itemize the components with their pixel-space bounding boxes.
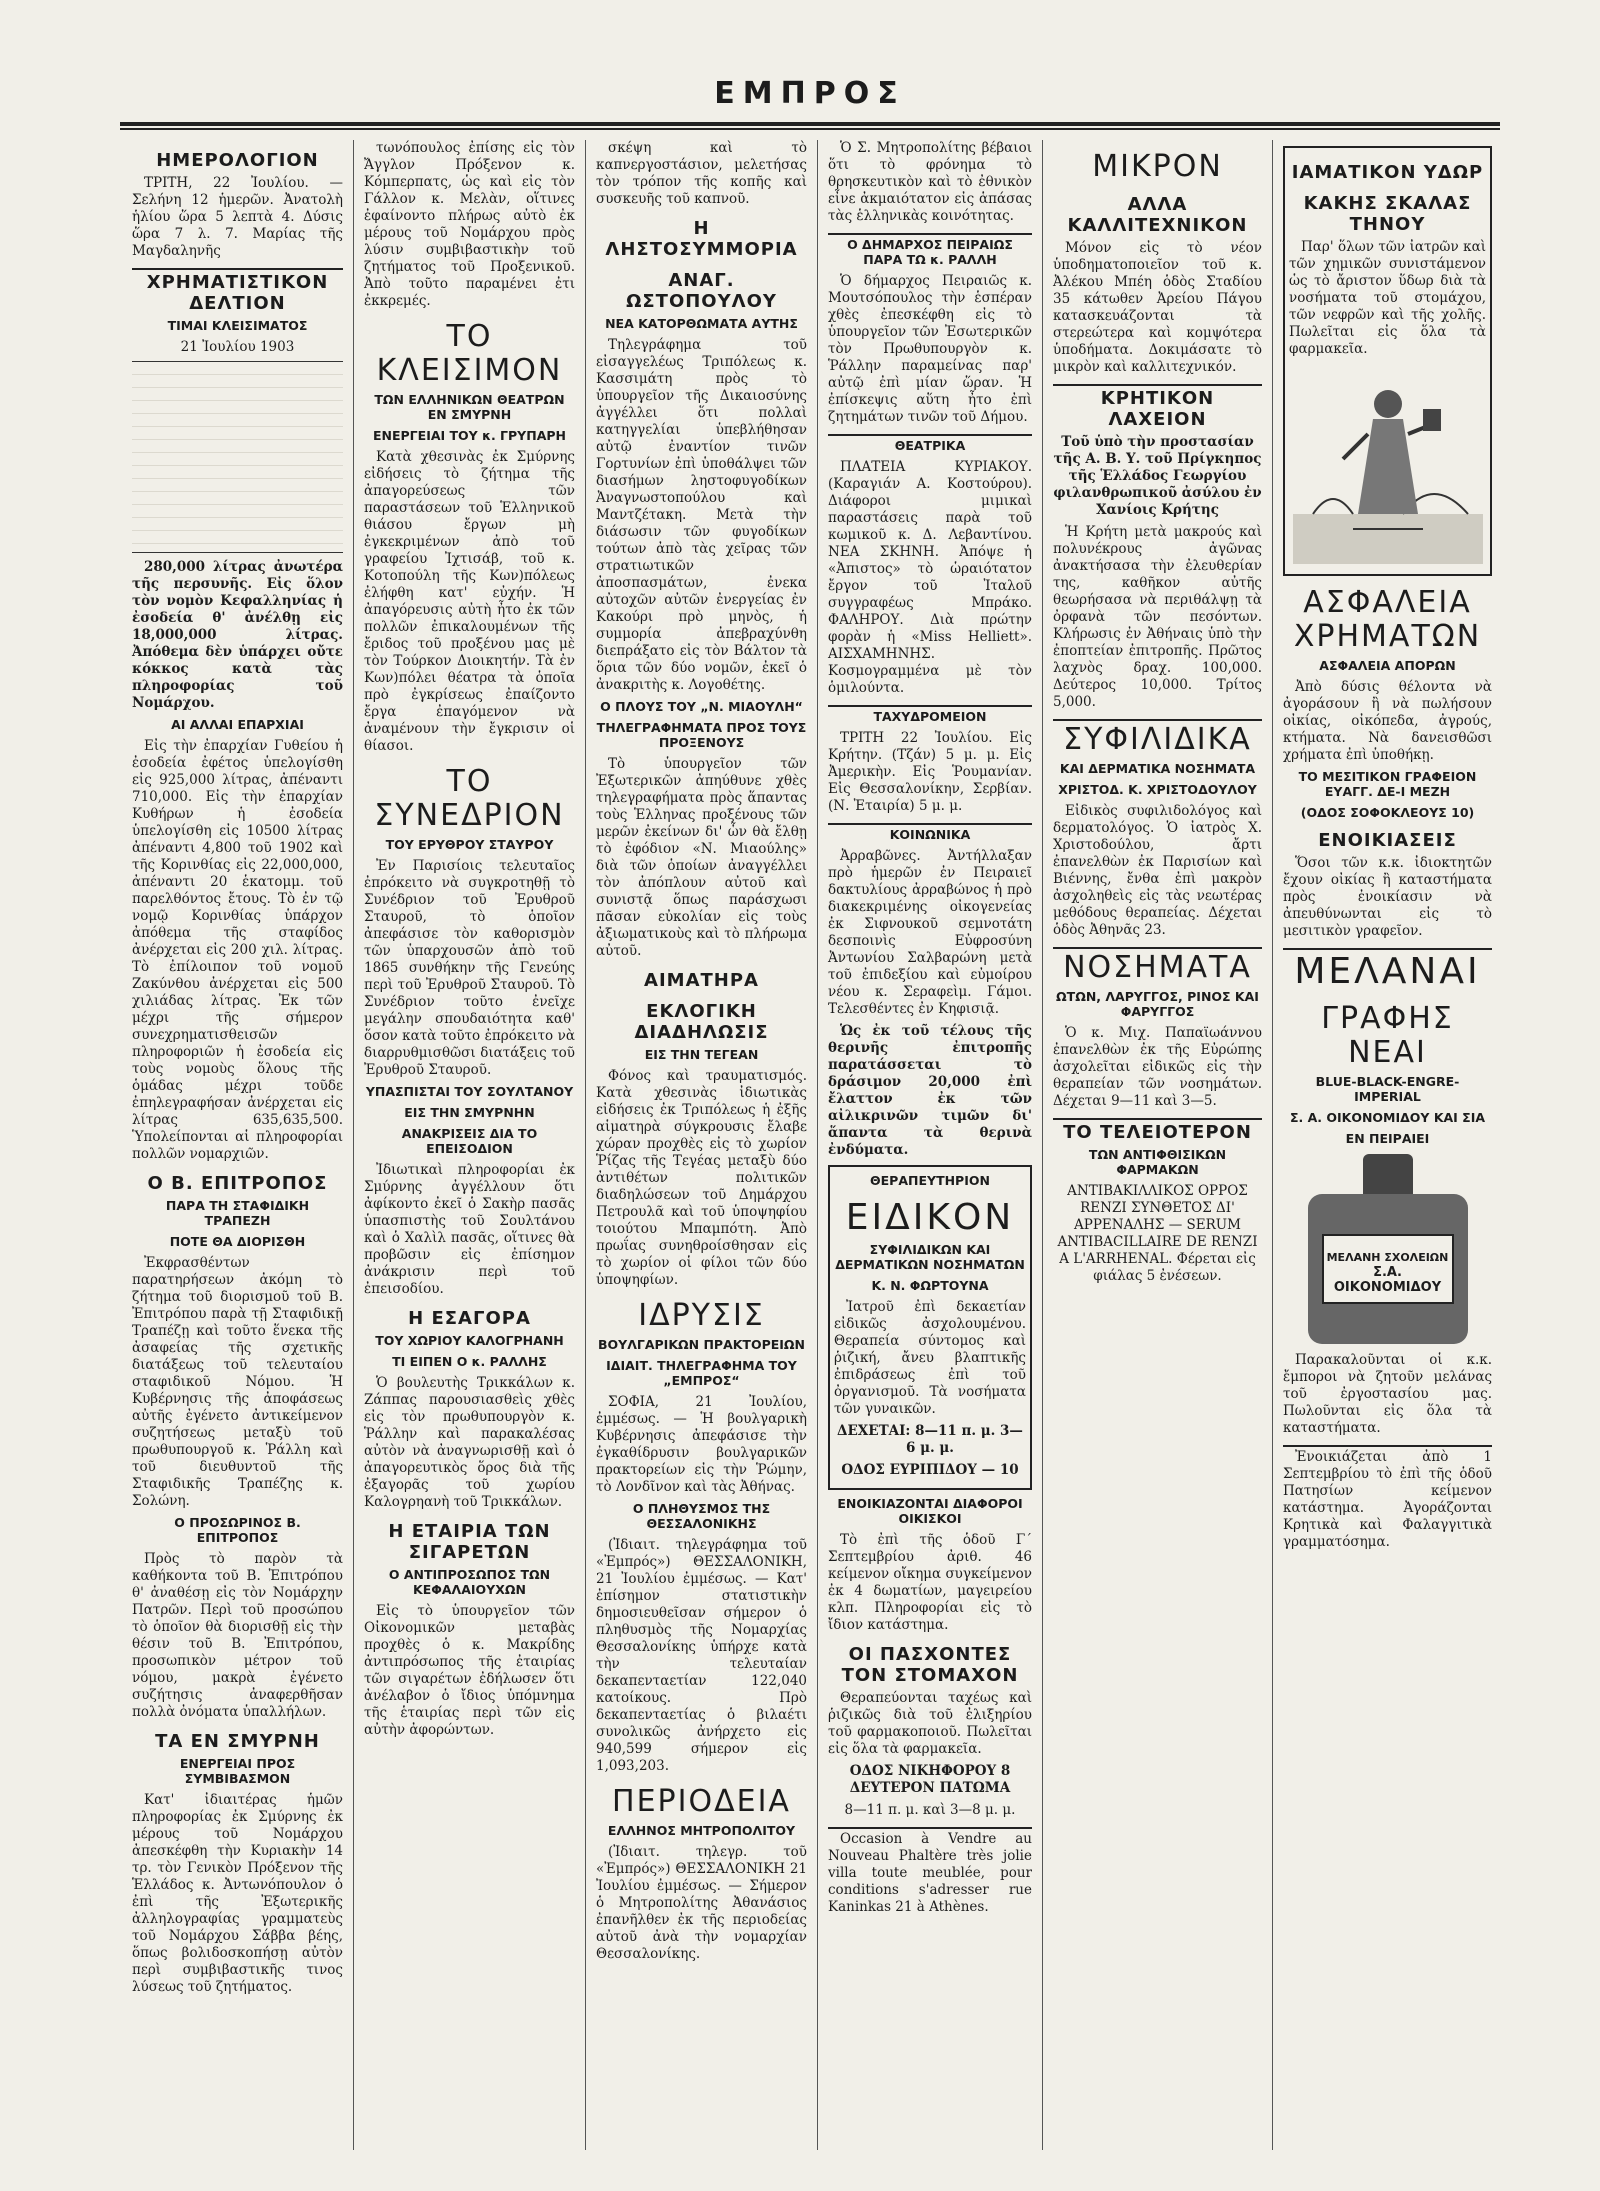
lottery-note: Ὡς ἐκ τοῦ τέλους τῆς θερινῆς ἐπιτροπῆς παρατάσσεται τὸ δράσιμον 20,000 ἐπὶ ἔλαττον ἐκ τῶν αἰλικρινῶν τιμῶν δι' ἅπαντα τὰ θερινὰ ἐνδύματα. [828, 1023, 1032, 1158]
throat-text: Ὁ κ. Μιχ. Παπαϊωάννου ἐπανελθὼν ἐκ τῆς Εὐρώπης ἀσχολεῖται εἰδικῶς εἰς τὴν θεραπείαν τῶν νοσημάτων. Δέχεται 9—11 καὶ 3—5. [1053, 1025, 1262, 1109]
committee-subtitle-2: ΠΟΤΕ ΘΑ ΔΙΟΡΙΣΘΗ [169, 1234, 306, 1249]
column-2 [354, 140, 586, 2150]
ink-subtitle: BLUE-BLACK-ENGRE-IMPERIAL [1315, 1074, 1460, 1104]
tour-text: (Ἰδιαιτ. τηλεγρ. τοῦ «Ἐμπρός») ΘΕΣΣΑΛΟΝΙΚΗ 21 Ἰουλίου ἐμμέσως. — Σήμερον ὁ Μητροπολίτης Ἀθανάσιος ἐπανῆλθεν ἐκ τῆς περιοδείας αὐτοῦ ἀνὰ τὴν νομαρχίαν Θεσσαλονίκης. [596, 1844, 807, 1962]
other-provinces-text: Εἰς τὴν ἐπαρχίαν Γυθείου ἡ ἐσοδεία ἐφέτος ὑπελογίσθη εἰς 925,000 λίτρας, ἀπέναντι 710,000. Εἰς τὴν ἐπαρχίαν Κυθήρων ἡ ἐσοδεία ὑπελογίσθη εἰς 10500 λίτρας ἀπέναντι 4,800 τοῦ 1902 καὶ τῆς Κορινθίας εἰς 22,000,000, ἀπέναντι 20 ἑκατομμ. τοῦ παρελθόντος ἔτους. Τὸ ἐν τῷ νομῷ Κορινθίας ὑπάρχον ἀπόθεμα τῆς σταφίδος ἀνέρχεται εἰς 200 χιλ. λίτρας. Τὸ ἐπίλοιπον τοῦ νομοῦ Ζακύνθου ἀνέρχεται εἰς 500 χιλιάδας λίτρας. Ἐκ τῶν μέχρι τῆς σήμερον συνεχρηματισθεισῶν πληροφοριῶν ἡ ἐσοδεία εἰς τοὺς νομοὺς ὅλους τῆς ὁμάδας μέχρι τοῦδε ἐπηλεγραφήσαν ἀνέρχεται εἰς λίτρας 635,635,500. Ὑπολείπονται αἱ πληροφορίαι πολλῶν νομαρχιῶν. [132, 738, 343, 1162]
column-4 [818, 140, 1043, 2150]
social-text: Ἀρραβῶνες. Ἀντήλλαξαν πρὸ ἡμερῶν ἐν Πειραιεῖ δακτυλίους ἀρραβώνος ἡ πρὸ διακεκριμένης οἰκογενείας ἐκ Σιφνουκοῦ σεμνοτάτη δεσποινὶς Εὐφροσύνη Ἀντωνίου Σαλβαρώνη μετὰ τοῦ ἐπιδεξίου καὶ εὐμοίρου νέου κ. Σεραφεὶμ. Γάμοι. Τελεσθέντες ἐν Κηφισιᾷ. [828, 848, 1032, 1017]
masthead-rule [120, 122, 1500, 126]
exchange-table [132, 361, 343, 553]
money-subtitle: ΑΣΦΑΛΕΙΑ ΑΠΟΡΩΝ [1319, 658, 1456, 673]
doctor-text: Ἰατροῦ ἐπὶ δεκαετίαν εἰδικῶς ἀσχολουμένου. Θεραπεία σύντομος καὶ ῥιζική, ἄνευ βλαπτικῆς ἐπιδράσεως ἐπὶ τοῦ ὀργανισμοῦ. Τὰ νοσήματα τῶν γυναικῶν. [834, 1299, 1026, 1417]
water-title: ΙΑΜΑΤΙΚΟΝ ΥΔΩΡ [1291, 162, 1484, 183]
rent-text: Ὅσοι τῶν κ.κ. ἰδιοκτητῶν ἔχουν οἰκίας ἢ καταστήματα πρὸς ἐνοικίασιν νὰ ἀπευθύνωνται εἰς τὸ μεσιτικὸν γραφεῖον. [1283, 855, 1492, 939]
agency-title: ΙΔΡΥΣΙΣ [638, 1298, 765, 1333]
congress-text: Ἐν Παρισίοις τελευταῖος ἐπρόκειτο νὰ συγκροτηθῇ τὸ Συνέδριον τοῦ Ἐρυθροῦ Σταυροῦ, τὸ ὁποῖον ἀπεφάσισε τὸν καθορισμὸν τῶν ὑπαρχουσῶν ἀπὸ τοῦ 1865 συνθήκην τῆς Γενεύης περὶ τοῦ Ἐρυθροῦ Σταυροῦ. Τὸ Συνέδριον τοῦτο ἐνεῖχε μεγάλην σπουδαιότητα καθ' ὅσον κατὰ τοῦτο ἐπρόκειτο νὰ διαρρυθμισθῶσι διατάξεις τοῦ Ἐρυθροῦ Σταυροῦ. [364, 858, 575, 1078]
latest-text: ΑΝΤΙΒΑΚΙΛΛΙΚΟΣ ΟΡΡΟΣ RENZI ΣΥΝΘΕΤΟΣ ΔΙ' ΑΡΡΕΝΑΛΗΣ — SERUM ANTIBACILLAIRE DE RENZI A L'ARRHENAL. Φέρεται εἰς φιάλας 5 ἐνέσεων. [1057, 1183, 1258, 1284]
money-address: (ΟΔΟΣ ΣΟΦΟΚΛΕΟΥΣ 10) [1300, 805, 1475, 820]
provisional-title: Ο ΠΡΟΣΩΡΙΝΟΣ Β. ΕΠΙΤΡΟΠΟΣ [174, 1515, 301, 1545]
bulgarians-title: ΥΠΑΣΠΙΣΤΑΙ ΤΟΥ ΣΟΥΛΤΑΝΟΥ [365, 1084, 574, 1099]
mayor-title: Ο ΔΗΜΑΡΧΟΣ ΠΕΙΡΑΙΩΣ ΠΑΡΑ ΤΩ κ. ΡΑΛΛΗ [828, 233, 1032, 267]
smyrna-title: ΤΑ ΕΝ ΣΜΥΡΝΗ [155, 1731, 320, 1752]
ink-title-2: ΓΡΑΦΗΣ ΝΕΑΙ [1321, 1001, 1454, 1070]
tour-title: ΠΕΡΙΟΔΕΙΑ [612, 1784, 791, 1819]
bulgarians-subtitle: ΕΙΣ ΤΗΝ ΣΜΥΡΝΗΝ [404, 1105, 535, 1120]
throat-title: ΝΟΣΗΜΑΤΑ [1053, 947, 1262, 985]
small-title: ΜΙΚΡΟΝ [1092, 149, 1223, 184]
column-1 [122, 140, 354, 2150]
village-subtitle: ΤΟΥ ΧΩΡΙΟΥ ΚΑΛΟΓΡΗΑΝΗ [375, 1333, 564, 1348]
other-provinces-title: ΑΙ ΑΛΛΑΙ ΕΠΑΡΧΙΑΙ [171, 717, 304, 732]
newspaper-title: ΕΜΠΡΟΣ [714, 76, 906, 111]
stomach-title: ΟΙ ΠΑΣΧΟΝΤΕΣ ΤΟΝ ΣΤΟΜΑΧΟΝ [841, 1644, 1019, 1686]
village-title: Η ΕΣΑΓΟΡΑ [408, 1308, 531, 1329]
ink-title: ΜΕΛΑΝΑΙ [1283, 948, 1492, 992]
blood-title-2: ΕΚΛΟΓΙΚΗ ΔΙΑΔΗΛΩΣΙΣ [634, 1001, 769, 1043]
small-title-2: ΑΛΛΑ ΚΑΛΛΙΤΕΧΝΙΚΟΝ [1067, 194, 1248, 236]
doctor-address: ΟΔΟΣ ΕΥΡΙΠΙΔΟΥ — 10 [841, 1462, 1019, 1478]
small-text: Μόνον εἰς τὸ νέον ὑποδηματοποιεῖον τοῦ κ. Ἀλέκου Μπέη ὁδὸς Σταδίου 35 κάτωθεν Ἀρείου Πάγου κατασκευάζονται τὰ στερεώτερα καὶ κομψότερα ὑποδήματα. Δοκιμάσατε τὸ μικρὸν καὶ καλλιτεχνικόν. [1053, 240, 1262, 375]
committee-title: Ο Β. ΕΠΙΤΡΟΠΟΣ [147, 1173, 328, 1194]
ship-title: Ο ΠΛΟΥΣ ΤΟΥ „Ν. ΜΙΑΟΥΛΗ“ [600, 699, 803, 714]
ship-subtitle: ΤΗΛΕΓΡΑΦΗΜΑΤΑ ΠΡΟΣ ΤΟΥΣ ΠΡΟΞΕΝΟΥΣ [596, 720, 807, 750]
water-text: Παρ' ὅλων τῶν ἰατρῶν καὶ τῶν χημικῶν συνιστάμενον ὡς τὸ ἄριστον ὕδωρ διὰ τὰ νοσήματα τοῦ στομάχου, τῶν νεφρῶν καὶ τῆς χολῆς. Πωλεῖται εἰς ὅλα τὰ φαρμακεῖα. [1289, 239, 1486, 357]
intro-text: Ὁ Σ. Μητροπολίτης βέβαιοι ὅτι τὸ φρόνημα τὸ θρησκευτικὸν καὶ τὸ ἐθνικὸν εἶνε ἀκμαιότατον εἰς ἁπάσας τὰς ἑλληνικὰς κοινότητας. [828, 140, 1032, 224]
rent-title: ΕΝΟΙΚΙΑΣΕΙΣ [1318, 830, 1457, 851]
doctor-hours: ΔΕΧΕΤΑΙ: 8—11 π. μ. 3—6 μ. μ. [837, 1423, 1023, 1456]
calendar-title: ΗΜΕΡΟΛΟΓΙΟΝ [156, 150, 319, 171]
masthead [120, 70, 1500, 132]
cigarette-title: Η ΕΤΑΙΡΙΑ ΤΩΝ ΣΙΓΑΡΕΤΩΝ [388, 1521, 551, 1563]
column-5 [1043, 140, 1273, 2150]
ink-label-text: ΜΕΛΑΝΗ ΣΧΟΛΕΙΩΝ [1326, 1251, 1449, 1264]
village-subtitle-2: ΤΙ ΕΙΠΕΝ Ο κ. ΡΑΛΛΗΣ [392, 1354, 547, 1369]
syph-subtitle: ΚΑΙ ΔΕΡΜΑΤΙΚΑ ΝΟΣΗΜΑΤΑ [1059, 761, 1256, 776]
tender-title: ΕΝΟΙΚΙΑΖΟΝΤΑΙ ΔΙΑΦΟΡΟΙ ΟΙΚΙΣΚΟΙ [837, 1496, 1023, 1526]
ink-maker: Σ. Α. ΟΙΚΟΝΟΜΙΔΟΥ ΚΑΙ ΣΙΑ [1289, 1110, 1486, 1125]
robbery-title-2: ΑΝΑΓ. ΩΣΤΟΠΟΥΛΟΥ [626, 270, 777, 312]
latest-title: ΤΟ ΤΕΛΕΙΟΤΕΡΟΝ [1053, 1118, 1262, 1143]
agency-title-2: ΒΟΥΛΓΑΡΙΚΩΝ ΠΡΑΚΤΟΡΕΙΩΝ [597, 1337, 806, 1352]
intro-text: τωνόπουλος ἐπίσης εἰς τὸν Ἄγγλον Πρόξενον κ. Κόμπερπατς, ὡς καὶ εἰς τὸν Γάλλον κ. Μελὰν, οἵτινες ἐφαίνοντο πλήρως αὐτὸ ἐκ μέρους τοῦ Νομάρχου πρὸς λύσιν συμβιβαστικὴν τοῦ ζητήματος τοῦ Προξενικοῦ. Ἀπὸ τοῦτο παραμένει ἐτι ἐκκρεμές. [364, 140, 575, 309]
post-title: ΤΑΧΥΔΡΟΜΕΙΟΝ [828, 705, 1032, 724]
calendar-text: ΤΡΙΤΗ, 22 Ἰουλίου. — Σελήνη 12 ἡμερῶν. Ἀνατολὴ ἡλίου ὥρα 5 λεπτὰ 4. Δύσις ὥρα 7 λ. 7. Μαρίας τῆς Μαγδαληνῆς [132, 175, 343, 259]
doctor-ad [828, 1165, 1032, 1490]
closure-title: ΤΟ ΚΛΕΙΣΙΜΟΝ [376, 319, 563, 388]
doctor-title: ΘΕΡΑΠΕΥΤΗΡΙΟΝ [870, 1173, 990, 1188]
thess-text: (Ἰδιαιτ. τηλεγράφημα τοῦ «Ἐμπρός») ΘΕΣΣΑΛΟΝΙΚΗ, 21 Ἰουλίου ἐμμέσως. — Κατ' ἐπίσημον στατιστικὴν δημοσιευθεῖσαν σήμερον ὁ πληθυσμὸς τῆς Νομαρχίας Θεσσαλονίκης ὑπήρχε κατὰ τὴν τελευταίαν δεκαπενταετίαν 122,040 κατοίκους. Πρὸ δεκαπενταετίας ὁ βιλαέτι συνολικῶς ἀνήρχετο εἰς 940,599 σήμερον εἰς 1,093,203. [596, 1537, 807, 1774]
lottery-title: ΚΡΗΤΙΚΟΝ ΛΑΧΕΙΟΝ [1053, 384, 1262, 430]
intro-text: σκέψη καὶ τὸ καπνεργοστάσιον, μελετήσας τὸν τρόπον τῆς κοπῆς καὶ συσκευῆς τοῦ καπνοῦ. [596, 140, 807, 207]
bulgarians-text: Ἰδιωτικαὶ πληροφορίαι ἐκ Σμύρνης ἀγγέλλουν ὅτι ἀφίκοντο ἐκεῖ ὁ Σακὴρ πασᾶς ὑπασπιστὴς τοῦ Σουλτάνου καὶ ὁ Χαλὶλ πασᾶς, οἵτινες θὰ προβῶσιν εἰς ἐπίσημον ἀνάκρισιν περὶ τοῦ ἐπεισοδίου. [364, 1162, 575, 1297]
lost-text: Ἐνοικιάζεται ἀπὸ 1 Σεπτεμβρίου τὸ ἐπὶ τῆς ὁδοῦ Πατησίων κείμενον κατάστημα. Ἀγοράζονται Κρητικὰ καὶ Φαλαγγιτικὰ γραμματόσημα. [1283, 1445, 1492, 1551]
stomach-text: Θεραπεύονται ταχέως καὶ ῥιζικῶς διὰ τοῦ ἐλιξηρίου τοῦ φαρμακοποιοῦ. Πωλεῖται εἰς ὅλα τὰ φαρμακεῖα. [828, 1690, 1032, 1757]
thess-title: Ο ΠΛΗΘΥΣΜΟΣ ΤΗΣ ΘΕΣΣΑΛΟΝΙΚΗΣ [632, 1501, 771, 1531]
money-office: ΤΟ ΜΕΣΙΤΙΚΟΝ ΓΡΑΦΕΙΟΝ ΕΥΑΓΓ. ΔΕ-Ι ΜΕΖΗ [1298, 769, 1477, 799]
woman-at-spring-illustration [1293, 364, 1483, 564]
lottery-text: Ἡ Κρήτη μετὰ μακρούς καὶ πολυνέκρους ἀγῶνας ἀνακτήσασα τὴν ἐλευθερίαν της, καθῆκον αὐτῆς θεωρήσασα νὰ περιθάλψῃ τὰ ὀρφανὰ τῶν πεσόντων. Κλήρωσις ἐν Ἀθήναις ὑπὸ τὴν ἐποπτείαν ἐπιτροπῆς. Πρῶτος λαχνὸς δραχ. 100,000. Δεύτερος 10,000. Τρίτος 5,000. [1053, 524, 1262, 710]
closure-subtitle: ΤΩΝ ΕΛΛΗΝΙΚΩΝ ΘΕΑΤΡΩΝ ΕΝ ΣΜΥΡΝΗ [374, 392, 565, 422]
exchange-date: 21 Ἰουλίου 1903 [180, 339, 295, 355]
tender-text: Τὸ ἐπὶ τῆς ὁδοῦ Γ΄ Σεπτεμβρίου ἀριθ. 46 κείμενον οἴκημα συγκείμενον ἐκ 4 δωματίων, μαγειρείου κλπ. Πληροφορίαι εἰς τὸ ἴδιον κατάστημα. [828, 1532, 1032, 1633]
robbery-subtitle: ΝΕΑ ΚΑΤΟΡΘΩΜΑΤΑ ΑΥΤΗΣ [605, 316, 798, 331]
robbery-title: Η ΛΗΣΤΟΣΥΜΜΟΡΙΑ [605, 218, 798, 260]
smyrna-text: Κατ' ἰδιαιτέρας ἡμῶν πληροφορίας ἐκ Σμύρνης ἐκ μέρους τοῦ Νομάρχου ἀπεσκέφθη τὴν Κυριακὴν 14 τρ. τὸν Γενικὸν Πρόξενον τῆς Ἑλλάδος κ. Ἀντωνόπουλον ὁ ἐπὶ τῆς Ἐξωτερικῆς ἀλληλογραφίας γραμματεὺς τοῦ Νομάρχου Σάββα βέης, ὅπως βολιδοσκοπήσῃ αὐτὸν περὶ συμβιβαστικῆς τινος λύσεως τοῦ ζητήματος. [132, 1792, 343, 1995]
committee-subtitle: ΠΑΡΑ ΤΗ ΣΤΑΦΙΔΙΚΗ ΤΡΑΠΕΖΗ [165, 1198, 310, 1228]
ink-text: Παρακαλοῦνται οἱ κ.κ. ἔμποροι νὰ ζητοῦν μελάνας τοῦ ἐργοστασίου μας. Πωλοῦνται εἰς ὅλα τὰ καταστήματα. [1283, 1352, 1492, 1436]
syph-title: ΣΥΦΙΛΙΔΙΚΑ [1053, 719, 1262, 757]
french-ad-text: Occasion à Vendre au Nouveau Phaltère très jolie villa toute meublée, pour conditions s'adresser rue Kaninkas 21 à Athènes. [828, 1827, 1032, 1916]
social-title: ΚΟΙΝΩΝΙΚΑ [828, 823, 1032, 842]
agency-text: ΣΟΦΙΑ, 21 Ἰουλίου, ἐμμέσως. — Ἡ βουλγαρικὴ Κυβέρνησις ἀπεφάσισε τὴν ἐγκαθίδρυσιν βουλγαρικῶν πρακτορείων εἰς τὴν Ῥώμην, τὸ Λονδῖνον καὶ τὰς Ἀθήνας. [596, 1394, 807, 1495]
tour-title-2: ΕΛΛΗΝΟΣ ΜΗΤΡΟΠΟΛΙΤΟΥ [607, 1823, 796, 1838]
money-text: Ἀπὸ δύσις θέλοντα νὰ ἀγοράσουν ἢ νὰ πωλήσουν οἰκίας, οἰκόπεδα, ἀγρούς, κτήματα. Νὰ δανεισθῶσι χρήματα ἐπὶ ὑποθήκῃ. [1283, 679, 1492, 763]
congress-subtitle: ΤΟΥ ΕΡΥΘΡΟΥ ΣΤΑΥΡΟΥ [385, 837, 554, 852]
doctor-title-2: ΕΙΔΙΚΟΝ [845, 1197, 1015, 1238]
committee-text: Ἐκφρασθέντων παρατηρήσεων ἀκόμη τὸ ζήτημα τοῦ διορισμοῦ τοῦ Β. Ἐπιτρόπου παρὰ τῇ Σταφιδικῇ Τραπέζῃ καὶ τοῦτο ἕνεκα τῆς ἀσαφείας τῆς σχετικῆς διατάξεως τοῦ τελευταίου σταφιδικοῦ Νόμου. Ἡ Κυβέρνησις τῆς ἀποφάσεως αὐτῆς ἐγένετο ἀντικείμενον συζητήσεως μεταξὺ τοῦ πρωθυπουργοῦ κ. Ῥάλλη καὶ τοῦ διευθυντοῦ τῆς Σταφιδικῆς Τραπέζης κ. Σολώνη. [132, 1255, 343, 1509]
ship-text: Τὸ ὑπουργεῖον τῶν Ἐξωτερικῶν ἀπηύθυνε χθὲς τηλεγραφήματα πρὸς ἅπαντας τοὺς Ἑλληνας προξένους τῶν μερῶν ἐκείνων δι' ὧν θὰ ἔλθῃ τὸ ἐφόδιον «Ν. Μιαούλης» διὰ τῶν ὁποίων ἀναγγέλλει τὸν ἀπόπλουν αὐτοῦ καὶ συνιστᾷ ὅπως παράσχωσι πᾶσαν εὐκολίαν εἰς τοὺς ἀξιωματικοὺς καὶ τὸ πλήρωμα αὐτοῦ. [596, 756, 807, 959]
theatre-text: ΠΛΑΤΕΙΑ ΚΥΡΙΑΚΟΥ. (Καραγιάν Α. Κοστούρου). Διάφοροι μιμικαὶ παραστάσεις παρὰ τοῦ κωμικοῦ κ. Δ. Λεβαντίνου. ΝΕΑ ΣΚΗΝΗ. Ἀπόψε ἡ «Ἀπιστος» τὸ ὡραιότατον ἔργον τοῦ Ἰταλοῦ συγγραφέως Μπράκο. ΦΑΛΗΡΟΥ. Διὰ πρώτην φορὰν ἡ «Miss Helliett». ΑΙΣΧΑΜΗΝΗΣ. Κοσμογραμμένα μὲ τὸν ὁμιλούντα. [828, 459, 1032, 696]
column-6 [1273, 140, 1502, 2150]
agency-subtitle: ΙΔΙΑΙΤ. ΤΗΛΕΓΡΑΦΗΜΑ ΤΟΥ „ΕΜΠΡΟΣ“ [606, 1358, 797, 1388]
syph-text: Εἰδικὸς συφιλιδολόγος καὶ δερματολόγος. Ὁ ἰατρὸς Χ. Χριστοδούλου, ἄρτι ἐπανελθὼν ἐκ Παρισίων καὶ Βιέννης, ἔνθα ἐπὶ μακρὸν ἀσχοληθεὶς εἰς τὰς νεωτέρας μεθόδους θεραπείας. Δέχεται ὁδὸς Ἀθηνᾶς 23. [1053, 803, 1262, 938]
doctor-name: Κ. Ν. ΦΩΡΤΟΥΝΑ [871, 1278, 989, 1293]
post-text: ΤΡΙΤΗ 22 Ἰουλίου. Εἰς Κρήτην. (Τζάν) 5 μ. μ. Εἰς Ἀμερικὴν. Εἰς Ῥουμανίαν. Εἰς Θεσσαλονίκην, Σερβίαν. (Ν. Ἐταιρία) 5 μ. μ. [828, 730, 1032, 814]
column-3 [586, 140, 818, 2150]
blood-text: Φόνος καὶ τραυματισμός. Κατὰ χθεσινὰς ἰδιωτικὰς εἰδήσεις ἐκ Τριπόλεως ἡ ἐξῆς αἱματηρὰ σύγκρουσις ἔλαβε χώραν προχθὲς εἰς τὸ χωρίον Ῥίζας τῆς Τεγέας μεταξὺ δύο ἀντιθέτων πολιτικῶν διαδηλώσεων τοῦ Δημάρχου Πετρουλᾶ καὶ τοῦ ὑποψηφίου τοιούτου Μπαμπότη. Ἀπὸ πρωΐας συνηθροίσθησαν εἰς τὸ χωρίον οἱ φίλοι τῶν δύο ὑποψηφίων. [596, 1068, 807, 1288]
ink-place: ΕΝ ΠΕΙΡΑΙΕΙ [1345, 1131, 1430, 1146]
lottery-subtitle: Τοῦ ὑπὸ τὴν προστασίαν τῆς Α. Β. Υ. τοῦ Πρίγκηπος τῆς Ἑλλάδος Γεωργίου φιλανθρωπικοῦ ἀσύλου ἐν Χανίοις Κρήτης [1053, 434, 1262, 518]
stomach-address: ΟΔΟΣ ΝΙΚΗΦΟΡΟΥ 8 ΔΕΥΤΕΡΟΝ ΠΑΤΩΜΑ [849, 1763, 1011, 1796]
cigarette-subtitle: Ο ΑΝΤΙΠΡΟΣΩΠΟΣ ΤΩΝ ΚΕΦΑΛΑΙΟΥΧΩΝ [388, 1567, 551, 1597]
congress-title: ΤΟ ΣΥΝΕΔΡΙΟΝ [374, 764, 565, 833]
closure-subtitle-2: ΕΝΕΡΓΕΙΑΙ ΤΟΥ κ. ΓΡΥΠΑΡΗ [372, 428, 566, 443]
raisin-text: 280,000 λίτρας ἀνωτέρα τῆς περσυνῆς. Εἰς ὅλον τὸν νομὸν Κεφαλληνίας ἡ ἐσοδεία θ' ἀνέλθῃ εἰς 18,000,000 λίτρας. Ἀπόθεμα δὲν ὑπάρχει οὔτε κόκκος κατὰ τὰς πληροφορίας τοῦ Νομάρχου. [132, 559, 343, 711]
cigarette-text: Εἰς τὸ ὑπουργεῖον τῶν Οἰκονομικῶν μεταβὰς προχθὲς ὁ κ. Μακρίδης ἀντιπρόσωπος τῆς ἐταιρίας τῶν σιγαρέτων ἐδήλωσεν ὅτι ἀνέλαβον ὁ ἴδιος ὑπόμνημα τῆς ἑταιρίας περὶ τῶν εἰς αὐτὴν ἀφορώντων. [364, 1603, 575, 1738]
village-text: Ὁ βουλευτὴς Τρικκάλων κ. Ζάππας παρουσιασθεὶς χθὲς εἰς τὸν πρωθυπουργὸν κ. Ῥάλλην καὶ παρακαλέσας αὐτὸν νὰ ἀναγνωρισθῇ καὶ ὁ ἀπαγορευτικὸς ὅρος διὰ τῆς ἐξαγορᾶς τοῦ χωρίου Καλογρηανὴ τοῦ Τρικκάλων. [364, 1375, 575, 1510]
ink-label-text-2: Σ.Α. ΟΙΚΟΝΟΜΙΔΟΥ [1333, 1265, 1442, 1295]
doctor-subtitle: ΣΥΦΙΛΙΔΙΚΩΝ ΚΑΙ ΔΕΡΜΑΤΙΚΩΝ ΝΟΣΗΜΑΤΩΝ [835, 1242, 1025, 1272]
syph-name: ΧΡΙΣΤΟΔ. Κ. ΧΡΙΣΤΟΔΟΥΛΟΥ [1058, 782, 1257, 797]
exchange-subtitle: ΤΙΜΑΙ ΚΛΕΙΣΙΜΑΤΟΣ [167, 318, 308, 333]
mayor-text: Ὁ δήμαρχος Πειραιῶς κ. Μουτσόπουλος τὴν ἑσπέραν χθὲς ἐπεσκέφθη εἰς τὸ ὑπουργεῖον τῶν Ἐσωτερικῶν τὸν Πρωθυπουργὸν κ. Ῥάλλην παραμείνας παρ' αὐτῷ ἐπὶ μίαν ὥραν. Ἡ ἐπίσκεψις αὕτη ἦτο ἐπὶ ζητημάτων τινῶν τοῦ Δήμου. [828, 273, 1032, 425]
ink-bottle-neck [1363, 1154, 1413, 1194]
theatre-title: ΘΕΑΤΡΙΚΑ [828, 434, 1032, 453]
money-title: ΑΣΦΑΛΕΙΑ ΧΡΗΜΑΤΩΝ [1293, 585, 1482, 654]
provisional-text: Πρὸς τὸ παρὸν τὰ καθήκοντα τοῦ Β. Ἐπιτρόπου θ' ἀναθέσῃ εἰς τὸν Νομάρχην Πατρῶν. Περὶ τοῦ προσώπου τὸ ὁποῖον θὰ διορισθῇ εἰς τὴν θέσιν τοῦ Β. Ἐπιτρόπου, προσωπικὸν μέτρον τοῦ νόμου, μακρὰ ἐγένετο συζήτησις ἀναφερθῆσαν πολλὰ ὀνόματα ὑπαλλήλων. [132, 1551, 343, 1720]
blood-subtitle: ΕΙΣ ΤΗΝ ΤΕΓΕΑΝ [644, 1047, 759, 1062]
throat-subtitle: ΩΤΩΝ, ΛΑΡΥΓΓΟΣ, ΡΙΝΟΣ ΚΑΙ ΦΑΡΥΓΓΟΣ [1056, 989, 1259, 1019]
latest-subtitle: ΤΩΝ ΑΝΤΙΦΘΙΣΙΚΩΝ ΦΑΡΜΑΚΩΝ [1088, 1147, 1227, 1177]
ink-bottle-illustration [1298, 1154, 1478, 1344]
stomach-hours: 8—11 π. μ. καὶ 3—8 μ. μ. [844, 1802, 1016, 1818]
bulgarians-subtitle-2: ΑΝΑΚΡΙΣΕΙΣ ΔΙΑ ΤΟ ΕΠΕΙΣΟΔΙΟΝ [401, 1126, 538, 1156]
smyrna-subtitle: ΕΝΕΡΓΕΙΑΙ ΠΡΟΣ ΣΥΜΒΙΒΑΣΜΟΝ [179, 1756, 296, 1786]
water-ad [1283, 146, 1492, 576]
ink-bottle-label [1322, 1234, 1454, 1304]
exchange-title: ΧΡΗΜΑΤΙΣΤΙΚΟΝ ΔΕΛΤΙΟΝ [132, 268, 343, 314]
blood-title: ΑΙΜΑΤΗΡΑ [644, 970, 759, 991]
water-title-2: ΚΑΚΗΣ ΣΚΑΛΑΣ ΤΗΝΟΥ [1303, 193, 1472, 235]
masthead-rule-thin [120, 128, 1500, 130]
robbery-text: Τηλεγράφημα τοῦ εἰσαγγελέως Τριπόλεως κ. Κασσιμάτη πρὸς τὸ ὑπουργεῖον τῆς Δικαιοσύνης ἀγγέλλει ὅτι πολλαὶ κατηγγελίαι ὑπεβλήθησαν αὐτῷ ἐναντίον τινῶν Γορτυνίων ἐπὶ ὑποθάλψει τῶν διασήμων ληστοφυγοδίκων Ἀναγνωστοπούλου καὶ Μαντζέτακη. Μετὰ τὴν διάσωσιν τῶν φυγοδίκων τούτων ἀπὸ τὰς χεῖρας τῶν στρατιωτικῶν ἀποσπασμάτων, ἐνεκα αὐτοχῶν αὐτῶν ἐνεργείας ἐν Κακούρι πρὸ μηνὸς, ἡ συμμορία ἀπεβραχύνθη διεπράξατο εἰς τὸν Βάλτον τὰ ὅρια τῶν δύο νομῶν, ἐκεῖ ὁ ἀνακριτὴς κ. Λογοθέτης. [596, 337, 807, 693]
closure-text: Κατὰ χθεσινὰς ἐκ Σμύρνης εἰδήσεις τὸ ζήτημα τῆς ἀπαγορεύσεως τῶν παραστάσεων τοῦ Ἑλληνικοῦ θιάσου ἔργων μὴ ἐγκεκριμένων ἀπὸ τοῦ γραφείου Ἰχτισάβ, τοῦ κ. Κοτοπούλη τῆς Κων)πόλεως ἐλήφθη κατ' εὐχήν. Ἡ ἀπαγόρευσις αὐτὴ ἦτο ἐκ τῶν πολλῶν ἐπικαλουμένων τῆς ἔριδος τοῦ προξένου μας μὲ τὸν Τούρκον Διοικητήν. Τὰ ἐν Κων)πόλει θέατρα τὰ ὁποῖα πρὸ ἐγκρίσεως ἐπαίζοντο ἔργα ἐπαγόμενον νὰ ἀναμένουν τὴν ἔγκρισιν οἱ θίασοι. [364, 449, 575, 754]
